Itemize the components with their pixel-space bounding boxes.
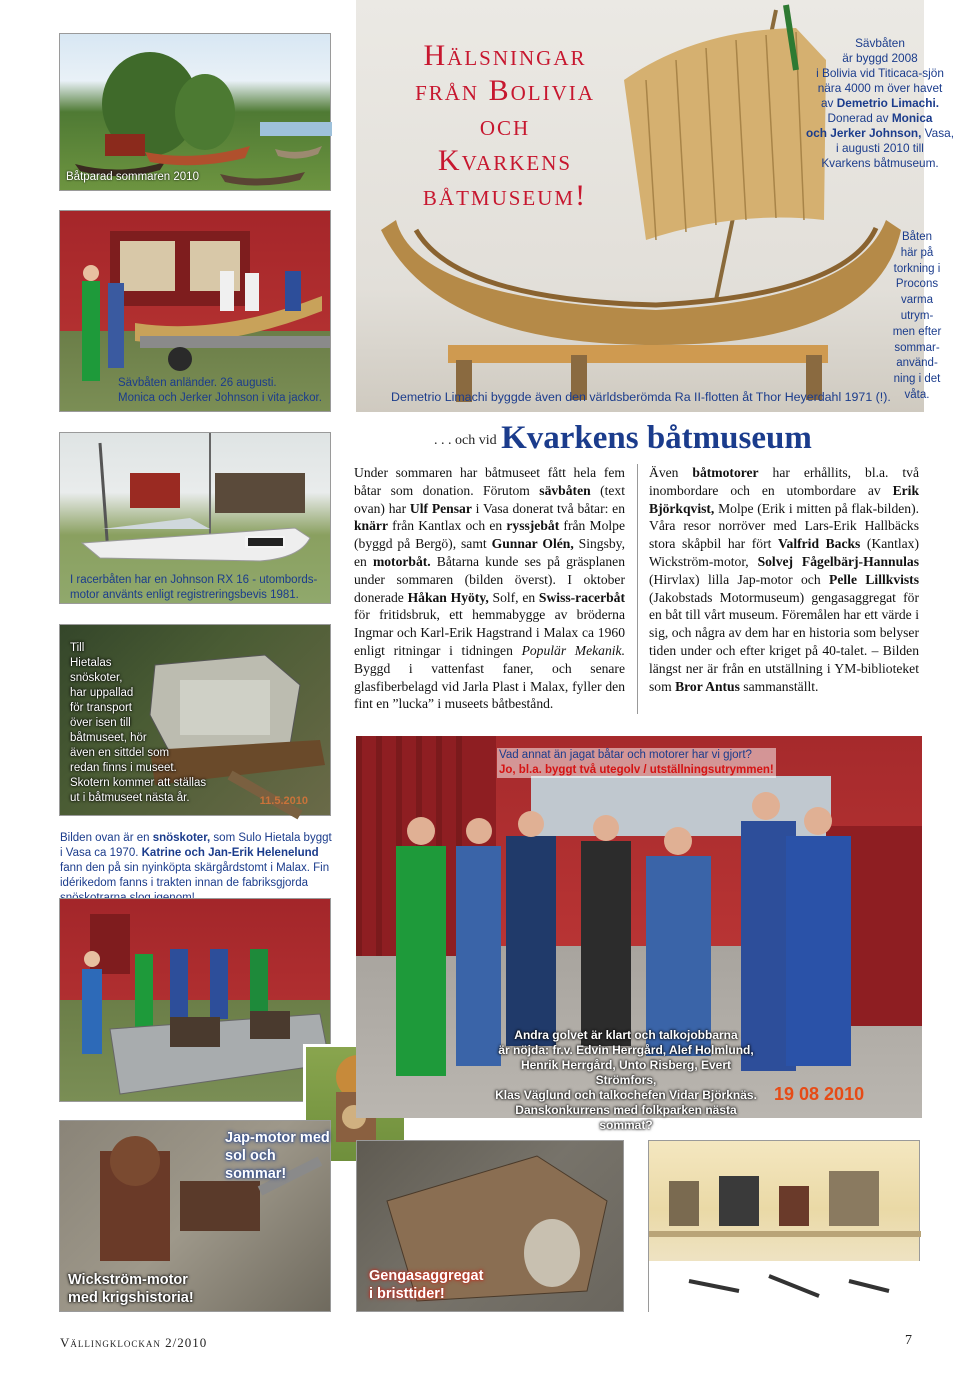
photo-volunteers (356, 736, 922, 1132)
photo-snowmobile (59, 624, 331, 816)
reed-info-1: Sävbåten (855, 36, 905, 50)
snow-note-post: fann den på sin nyinköpta skärgårdstomt i Malax. Fin idérikedom fanns i trakten innan de fabriksgjorda (60, 862, 330, 889)
snow-line-11: ut i båtmuseet nästa år. (70, 792, 190, 804)
drying-caption (886, 230, 948, 404)
al-b1: sävbåten (539, 482, 591, 498)
hunted-question: Vad annat än jagat båtar och motorer har vi gjort? (499, 749, 752, 761)
caption-arrival-line2: Monica och Jerker Johnson i vita jackor. (118, 392, 322, 404)
group-line-5: Danskonkurrens med folkparken nästa sommat? (515, 1103, 737, 1132)
snow-line-4: har uppallad (70, 687, 134, 699)
group-line-1: Andra golvet är klart och talkojobbarna (514, 1028, 738, 1042)
snow-note-b2: Katrine och Jan-Erik Helenelund (141, 847, 319, 859)
caption-snowmobile (70, 641, 206, 806)
group-date-stamp: 19 08 2010 (774, 1084, 865, 1104)
al-b7: Håkan Hyöty, (407, 589, 489, 605)
ar-t5: (Hirvlax) lilla Jap-motor och (649, 571, 830, 587)
title-line-4: Kvarkens (437, 144, 573, 177)
reed-info-2: är byggd 2008 (842, 51, 918, 65)
al-b6: motorbåt. (372, 553, 431, 569)
reed-info-4: nära 4000 m över havet (817, 81, 943, 95)
snow-line-2: Hietalas (70, 657, 112, 669)
reed-info-6 (800, 111, 960, 126)
al-b4: ryssjebåt (506, 518, 560, 534)
jap-sticker (225, 1129, 330, 1183)
snowmobile-note (60, 831, 335, 906)
al-t9: för fritidsbruk, ett hemmabygge av bröderna Ingmar och Karl-Erik Hagstrand i Malax ca 1960 enligt ritningar i tidningen (354, 607, 625, 658)
headline-main: Kvarkens båtmuseum (501, 420, 812, 456)
drying-line-7: men efter (892, 325, 942, 338)
drying-line-9: använd- (896, 357, 938, 370)
jap-line-2: sol och sommar! (225, 1148, 287, 1182)
photo-exhibition (648, 1140, 920, 1312)
al-t5: från Molpe (byggd på Bergö), samt (354, 518, 625, 552)
snow-line-10: Skotern kommer att ställas (70, 777, 207, 789)
snow-note-b1: snöskoter, (152, 832, 211, 844)
photo-boat-parade (59, 33, 331, 191)
reed-boat-info (800, 36, 960, 171)
snow-date-stamp: 11.5.2010 (259, 795, 308, 807)
drying-line-10: ning i det (893, 373, 941, 386)
gen-line-1: Gengasaggregat (369, 1268, 484, 1284)
title-line-5: båtmuseum! (422, 179, 588, 212)
ar-b5: Pelle Lillkvists (829, 571, 920, 587)
al-b2: Ulf Pensar (409, 500, 472, 516)
hunted-answer: Jo, bl.a. byggt två utegolv / utställningsutrymmen! (499, 764, 774, 776)
photo-wickstrom-motor (59, 1120, 331, 1312)
headline-prefix: . . . och vid (434, 433, 497, 448)
snow-line-9: redan finns i museet. (70, 762, 177, 774)
al-i9: Populär Mekanik. (521, 642, 625, 658)
al-t2: (text ovan) har (354, 482, 625, 516)
drying-line-1: Båten (901, 231, 933, 243)
jap-line-1: Jap-motor med (225, 1130, 330, 1146)
al-t6: Singsby, en (354, 536, 625, 569)
drying-line-2: här på (900, 246, 934, 259)
title-line-1: Hälsningar (423, 39, 587, 72)
group-line-2: är nöjda: fr.v. Edvin Herrgård, Alef Holmlund, (498, 1043, 754, 1057)
reed-info-7-b: och Jerker Johnson, (806, 126, 922, 140)
reed-info-9: Kvarkens båtmuseum. (821, 156, 939, 170)
drying-line-6: utrym- (900, 309, 934, 322)
gengas-sticker (369, 1267, 483, 1303)
reed-info-8: i augusti 2010 till (836, 141, 924, 155)
drying-line-8: sommar- (894, 341, 940, 354)
caption-arrival (118, 376, 322, 406)
drying-line-11: våta. (904, 388, 930, 401)
photo-gengas (356, 1140, 624, 1312)
al-t10: Byggd i vattenfast faner, och senare glasfiberbelagd vid Jarla Plast i Malax, fyller den fint en ”lucka” i museets båtbestånd. (354, 660, 625, 712)
al-t8: Solf, en (488, 589, 539, 605)
photo-racer-boat (59, 432, 331, 604)
article-left-column (354, 464, 625, 713)
trailer-illustration (60, 899, 332, 1103)
ar-b3: Valfrid Backs (777, 536, 861, 552)
ar-b4: Solvej Fågelbärj-Hannulas (757, 553, 919, 569)
reed-info-7-post: Vasa, (921, 126, 954, 140)
gen-line-2: i bristtider! (369, 1286, 445, 1302)
article-right-column (649, 464, 919, 695)
al-t1: Under sommaren har båtmuseet fått hela fem båtar som donation. Förutom (354, 465, 625, 498)
column-divider (637, 464, 638, 714)
ar-b1: båtmotorer (692, 465, 759, 480)
reed-info-5-b: Demetrio Limachi. (836, 96, 940, 110)
al-t3: i Vasa donerat två båtar: en (471, 500, 626, 516)
reed-info-5 (800, 96, 960, 111)
al-t4: från Kantlax och en (387, 518, 507, 534)
reed-info-6-pre: Donerad av (827, 111, 892, 125)
caption-racer-line2: motor använts enligt registreringsbevis 1981. (70, 589, 299, 601)
footer-page-number: 7 (905, 1333, 912, 1348)
ar-t6: (Jakobstads Motormuseum) gengasaggregat för en båt till vårt museum. Föremålen har ett värde i sig, och några av dem har en historia som belyser tiden under och efter kriget på 40-talet. – Bilden längst ner är från en utställning i YM-biblioteket som (649, 589, 919, 694)
snow-line-7: båtmuseet, hör (70, 732, 147, 744)
title-line-3: och (479, 109, 531, 142)
ar-b2: Erik Björkqvist, (649, 482, 919, 516)
page-title (400, 38, 610, 213)
exhibition-illustration (649, 1141, 921, 1313)
caption-arrival-line1: Sävbåten anländer. 26 augusti. (118, 377, 277, 389)
ar-t3: Molpe (Erik i mitten på flak-bilden). Våra resor norröver med Lars-Erik Hallbäcks stora skåpbil har fört (649, 500, 919, 552)
photo-reed-boat-arrival (59, 210, 331, 412)
al-b3: knärr (354, 518, 388, 534)
snow-line-3: snöskoter, (70, 672, 123, 684)
snow-line-5: för transport (70, 702, 132, 714)
al-t7: Båtarna kunde ses på gräsplanen under sommaren (bilden överst). I oktober donerade (354, 553, 626, 605)
ar-t2: har erhållits, bl.a. två inombordare och en utombordare av (649, 465, 919, 498)
ar-b6: Bror Antus (675, 678, 740, 694)
snow-line-8: även en sittdel som (70, 747, 170, 759)
snow-note-mid: som Sulo Hietala byggt i Vasa ca 1970. (60, 832, 332, 859)
ar-t4: (Kantlax) Wickström-motor, (649, 536, 920, 569)
article-headline (434, 420, 812, 457)
wick-line-1: Wickström-motor (68, 1272, 188, 1288)
group-line-3: Henrik Herrgård, Unto Risberg, Evert Strömfors, (520, 1058, 732, 1087)
wickstrom-sticker (68, 1271, 194, 1307)
caption-boat-parade: Båtparad sommaren 2010 (66, 171, 199, 183)
ar-t1: Även (649, 465, 693, 480)
demetrio-caption: Demetrio Limachi byggde även den världsberömda Ra II-flotten åt Thor Heyerdahl 1971 (!). (391, 390, 891, 404)
reed-info-5-pre: av (820, 96, 837, 110)
hunted-caption (497, 748, 776, 778)
snow-line-6: över isen till (70, 717, 131, 729)
caption-racer-line1: I racerbåten har en Johnson RX 16 - utombords- (70, 574, 318, 586)
snow-line-1: Till (70, 642, 85, 654)
reed-info-3: i Bolivia vid Titicaca-sjön (816, 66, 944, 80)
boat-parade-illustration (60, 34, 332, 192)
al-b5: Gunnar Olén, (491, 536, 574, 552)
snow-note-pre: Bilden ovan är en (60, 832, 153, 844)
caption-racer (70, 573, 317, 603)
footer-magazine: Vällingklockan 2/2010 (60, 1335, 208, 1350)
al-b8: Swiss-racerbåt (538, 589, 625, 605)
photo-engines-trailer (59, 898, 331, 1102)
drying-line-5: varma (901, 294, 933, 307)
reed-info-7 (800, 126, 960, 141)
group-line-4: Klas Väglund och talkochefen Vidar Björknäs. (495, 1088, 757, 1102)
wick-line-2: med krigshistoria! (68, 1290, 194, 1306)
ar-t7: sammanställt. (739, 678, 819, 694)
reed-info-6-b: Monica (891, 111, 933, 125)
group-caption (491, 1028, 761, 1133)
drying-line-3: torkning i (893, 262, 941, 275)
drying-line-4: Procons (895, 278, 939, 291)
title-line-2: från Bolivia (415, 74, 595, 107)
